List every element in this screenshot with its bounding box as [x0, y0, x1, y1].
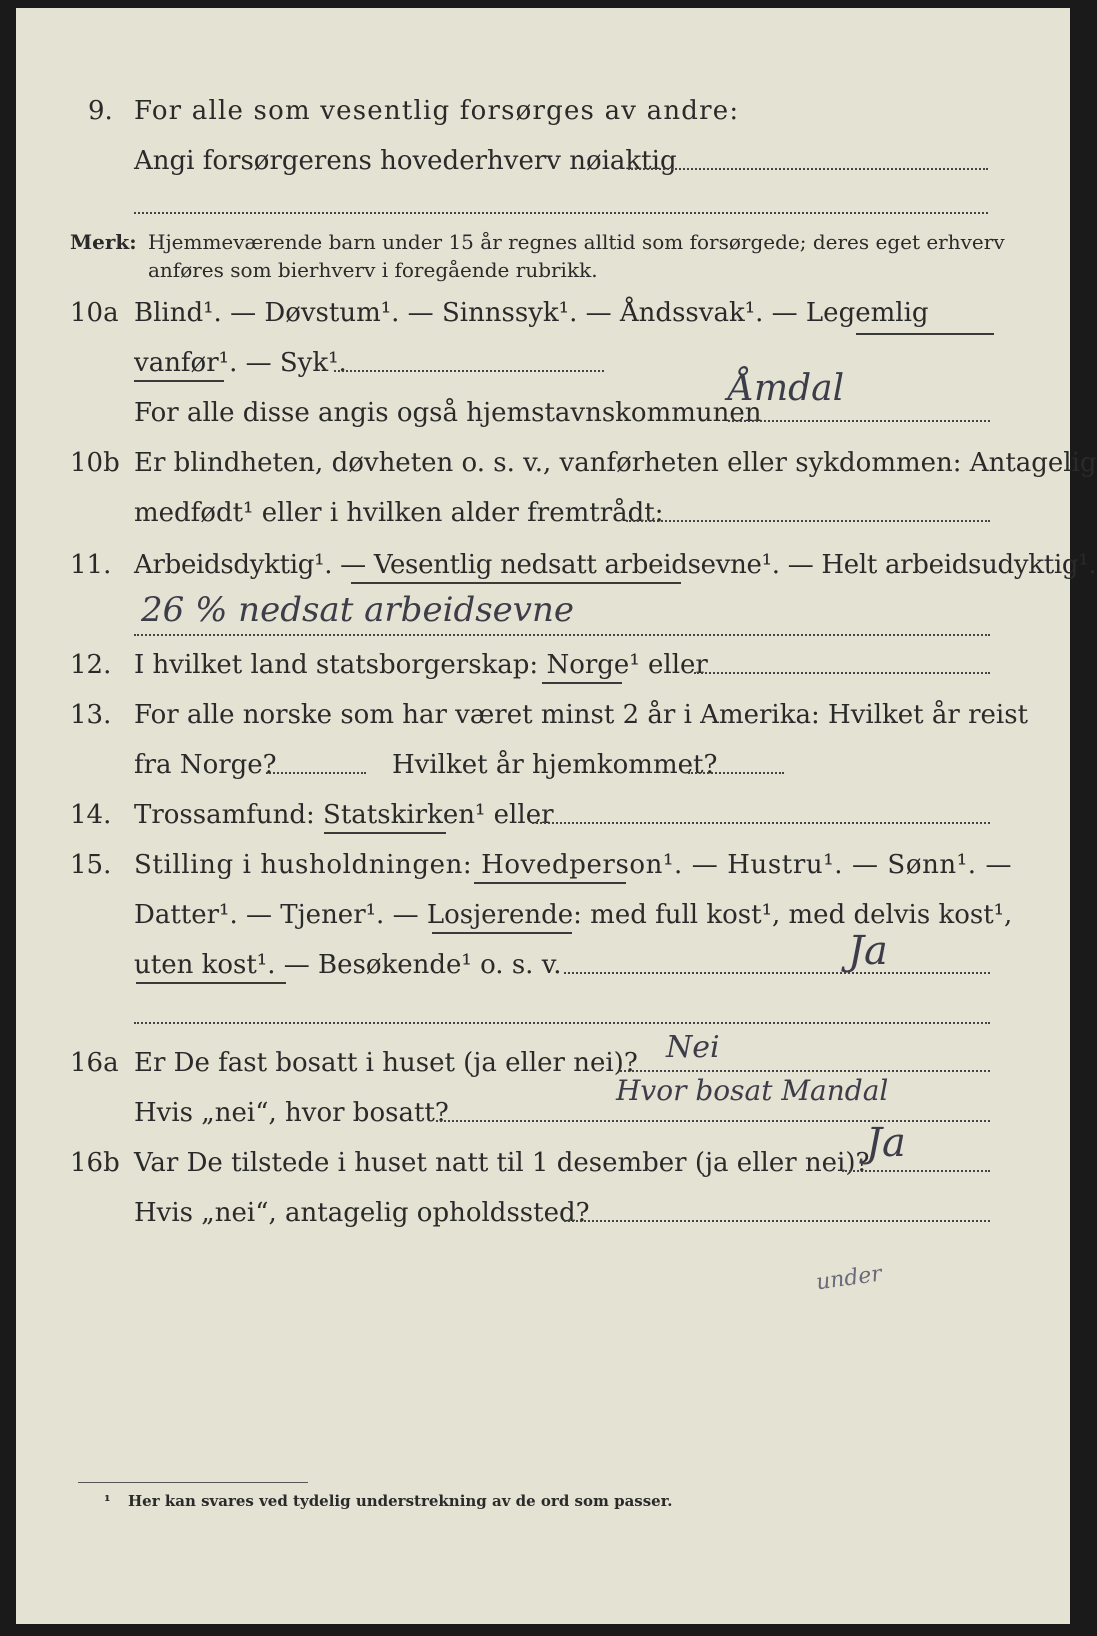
q13-right-line: [688, 772, 784, 774]
q12-line1: I hvilket land statsborgerskap: Norge¹ eller: [134, 650, 708, 680]
q9-number: 9.: [88, 96, 113, 126]
q16b-line2: Hvis „nei“, antagelig opholdssted?: [134, 1198, 590, 1228]
q10b-line1: Er blindheten, døvheten o. s. v., vanførheten eller sykdommen: Antagelig: [134, 448, 1097, 478]
q9-line1: For alle som vesentlig forsørges av andre:: [134, 96, 740, 126]
q14-answer-line: [532, 822, 990, 824]
q10a-answer-line: [728, 420, 990, 422]
q14-number: 14.: [70, 800, 112, 830]
q13-left-line: [266, 772, 366, 774]
vesentlig-underline: [351, 582, 681, 584]
q16a-number: 16a: [70, 1048, 119, 1078]
q16a-where-line: [436, 1120, 990, 1122]
q15-answer-line: [564, 972, 990, 974]
q13-line2-a: fra Norge?: [134, 750, 277, 780]
q15-answer-line-2: [134, 1022, 990, 1024]
q12-answer-line: [694, 672, 990, 674]
merk-line1: Hjemmeværende barn under 15 år regnes alltid som forsørgede; deres eget erhverv: [148, 230, 1005, 254]
losjerende-underline: [432, 932, 572, 934]
q16a-line2: Hvis „nei“, hvor bosatt?: [134, 1098, 449, 1128]
q10a-syk-line: [334, 370, 604, 372]
q15-number: 15.: [70, 850, 112, 880]
q12-number: 12.: [70, 650, 112, 680]
margin-handwritten-note: under: [814, 1261, 884, 1296]
q16a-line1: Er De fast bosatt i huset (ja eller nei)?: [134, 1048, 638, 1078]
q9-answer-line: [628, 168, 988, 170]
q9-line2: Angi forsørgerens hovederhverv nøiaktig: [134, 146, 677, 176]
footnote-mark: ¹: [104, 1492, 111, 1510]
q11-line1: Arbeidsdyktig¹. — Vesentlig nedsatt arbeidsevne¹. — Helt arbeidsudyktig¹.: [134, 550, 1097, 580]
q13-line1: For alle norske som har været minst 2 år i Amerika: Hvilket år reist: [134, 700, 1028, 730]
q11-answer-line: [134, 634, 990, 636]
q11-handwritten-answer: 26 % nedsat arbeidsevne: [141, 590, 575, 630]
q16b-number: 16b: [70, 1148, 120, 1178]
legemlig-underline: [856, 333, 994, 335]
q16a-answer-line: [620, 1070, 990, 1072]
q15-line2: Datter¹. — Tjener¹. — Losjerende: med full kost¹, med delvis kost¹,: [134, 900, 1013, 930]
q16a-handwritten-answer-2: Hvor bosat Mandal: [616, 1074, 889, 1107]
q10b-answer-line: [626, 520, 990, 522]
q10a-line1: Blind¹. — Døvstum¹. — Sinnssyk¹. — Åndssvak¹. — Legemlig: [134, 298, 929, 328]
census-form-page: [16, 8, 1097, 1624]
q10a-number: 10a: [70, 298, 119, 328]
hovedperson-underline: [474, 882, 626, 884]
q14-line1: Trossamfund: Statskirken¹ eller: [134, 800, 554, 830]
merk-line2: anføres som bierhverv i foregående rubrikk.: [148, 258, 598, 282]
merk-label: Merk:: [70, 230, 137, 254]
uten-kost-underline: [136, 982, 286, 984]
q16b-where-line: [564, 1220, 990, 1222]
footnote-rule: [78, 1482, 308, 1483]
q10b-line2: medfødt¹ eller i hvilken alder fremtrådt:: [134, 498, 664, 528]
vanfor-underline: [134, 380, 224, 382]
q16b-handwritten-answer: Ja: [866, 1120, 906, 1166]
q13-number: 13.: [70, 700, 112, 730]
q15-line1: Stilling i husholdningen: Hovedperson¹. — Hustru¹. — Sønn¹. —: [134, 850, 1013, 880]
q10a-handwritten-answer: Åmdal: [728, 368, 845, 409]
q16a-handwritten-answer-1: Nei: [666, 1030, 720, 1065]
q16b-line1: Var De tilstede i huset natt til 1 desember (ja eller nei)?: [134, 1148, 870, 1178]
footnote-text: Her kan svares ved tydelig understrekning av de ord som passer.: [128, 1492, 673, 1510]
q9-answer-line-2: [134, 212, 988, 214]
q15-handwritten-answer: Ja: [848, 928, 888, 974]
q15-line3: uten kost¹. — Besøkende¹ o. s. v.: [134, 950, 562, 980]
q10a-line3: For alle disse angis også hjemstavnskommunen: [134, 398, 762, 428]
statskirken-underline: [324, 832, 446, 834]
q10b-number: 10b: [70, 448, 120, 478]
q11-number: 11.: [70, 550, 112, 580]
q10a-line2: vanfør¹. — Syk¹.: [134, 348, 347, 378]
q16b-answer-line: [842, 1170, 990, 1172]
q13-line2-b: Hvilket år hjemkommet?: [392, 750, 718, 780]
norge-underline: [542, 682, 622, 684]
